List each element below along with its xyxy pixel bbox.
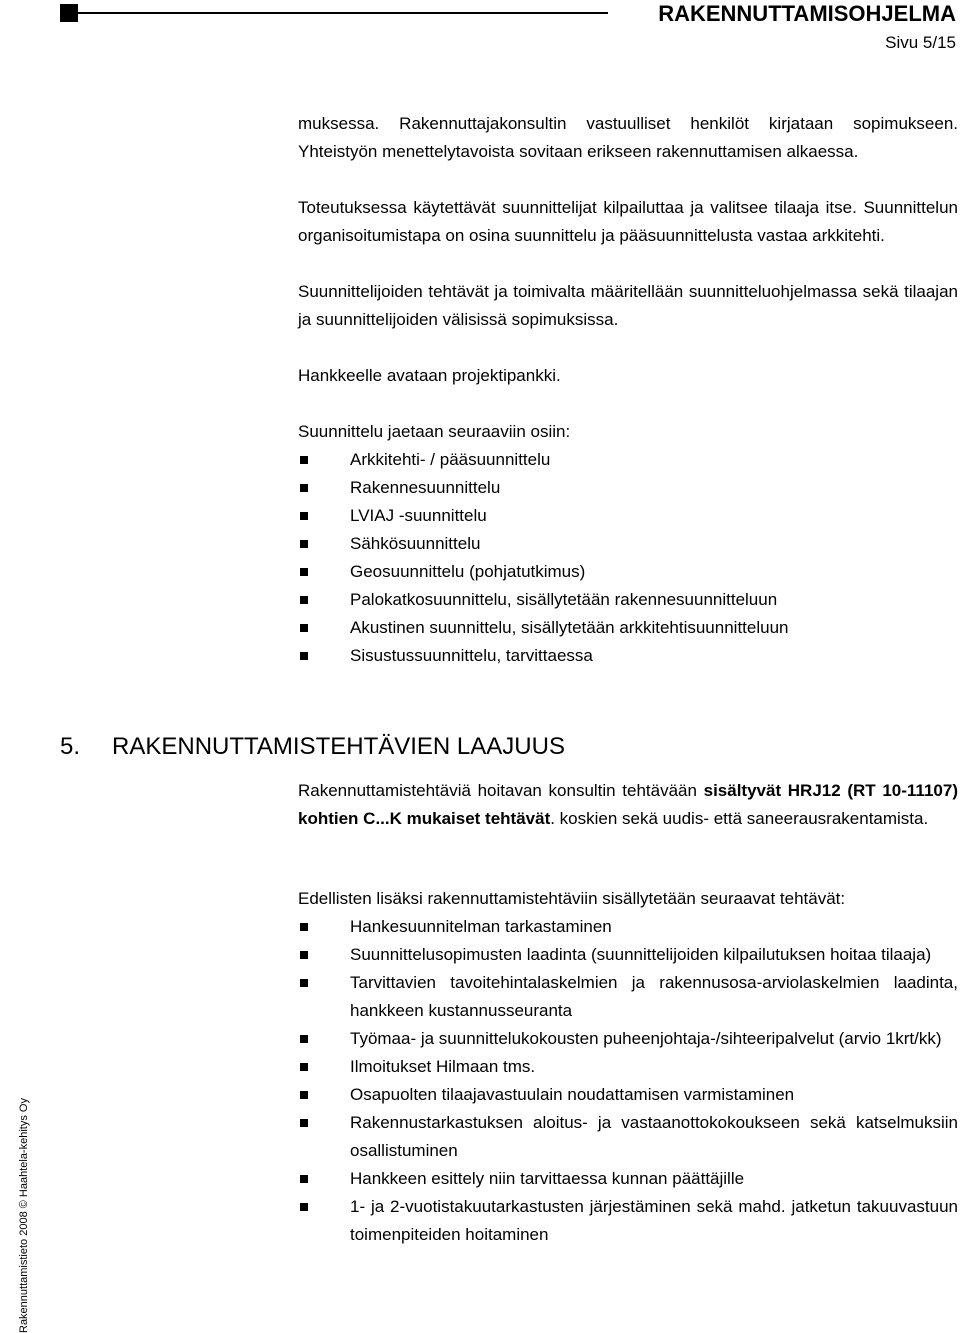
list-item: Hankesuunnitelman tarkastaminen	[298, 913, 958, 941]
square-bullet-icon	[300, 624, 308, 632]
bold-text: sisältyvät HRJ12 (RT 10-11107) kohtien C...K mukaiset tehtävät	[298, 781, 958, 828]
list-item: Geosuunnittelu (pohjatutkimus)	[298, 558, 958, 586]
square-bullet-icon	[300, 652, 308, 660]
square-bullet-icon	[300, 979, 308, 987]
square-bullet-icon	[300, 568, 308, 576]
list-item: Suunnittelusopimusten laadinta (suunnittelijoiden kilpailutuksen hoitaa tilaaja)	[298, 941, 958, 969]
list-item: Hankkeen esittely niin tarvittaessa kunnan päättäjille	[298, 1165, 958, 1193]
body-text	[298, 110, 958, 698]
square-bullet-icon	[300, 923, 308, 931]
paragraph: Rakennuttamistehtäviä hoitavan konsultin tehtävään sisältyvät HRJ12 (RT 10-11107) kohtien C...K mukaiset tehtävät. koskien sekä uudis- että saneerausrakentamista.	[298, 781, 958, 828]
section-body	[298, 777, 958, 1277]
design-parts-list	[298, 446, 958, 670]
square-bullet-icon	[300, 540, 308, 548]
square-bullet-icon	[300, 1091, 308, 1099]
list-item: Arkkitehti- / pääsuunnittelu	[298, 446, 958, 474]
section-heading	[60, 733, 565, 761]
list-intro: Edellisten lisäksi rakennuttamistehtäviin sisällytetään seuraavat tehtävät:	[298, 889, 846, 908]
list-item: Ilmoitukset Hilmaan tms.	[298, 1053, 958, 1081]
paragraph: muksessa. Rakennuttajakonsultin vastuulliset henkilöt kirjataan sopimukseen. Yhteistyön menettelytavoista sovitaan erikseen rakennuttamisen alkaessa.	[298, 114, 958, 161]
square-bullet-icon	[300, 1063, 308, 1071]
list-item: Akustinen suunnittelu, sisällytetään arkkitehtisuunnitteluun	[298, 614, 958, 642]
section-number: 5.	[60, 733, 81, 760]
paragraph: Hankkeelle avataan projektipankki.	[298, 366, 561, 385]
list-item: Sisustussuunnittelu, tarvittaessa	[298, 642, 958, 670]
page-number: Sivu 5/15	[885, 33, 956, 52]
list-item: Sähkösuunnittelu	[298, 530, 958, 558]
list-item: Tarvittavien tavoitehintalaskelmien ja rakennusosa-arviolaskelmien laadinta, hankkeen kustannusseuranta	[298, 969, 958, 1025]
paragraph: Toteutuksessa käytettävät suunnittelijat kilpailuttaa ja valitsee tilaaja itse. Suunnittelun organisoitumistapa on osina suunnittelu ja pääsuunnittelusta vastaa arkkitehti.	[298, 198, 958, 245]
section-title: RAKENNUTTAMISTEHTÄVIEN LAAJUUS	[112, 733, 565, 760]
list-item: Työmaa- ja suunnittelukokousten puheenjohtaja-/sihteeripalvelut (arvio 1krt/kk)	[298, 1025, 958, 1053]
list-intro: Suunnittelu jaetaan seuraaviin osiin:	[298, 422, 571, 441]
header-logo-square	[60, 4, 78, 22]
square-bullet-icon	[300, 951, 308, 959]
square-bullet-icon	[300, 1175, 308, 1183]
paragraph: Suunnittelijoiden tehtävät ja toimivalta määritellään suunnitteluohjelmassa sekä tilaajan ja suunnittelijoiden välisissä sopimuksissa.	[298, 282, 958, 329]
list-item: Rakennustarkastuksen aloitus- ja vastaanottokokoukseen sekä katselmuksiin osallistuminen	[298, 1109, 958, 1165]
list-item: LVIAJ -suunnittelu	[298, 502, 958, 530]
square-bullet-icon	[300, 1119, 308, 1127]
square-bullet-icon	[300, 512, 308, 520]
list-item: 1- ja 2-vuotistakuutarkastusten järjestäminen sekä mahd. jatketun takuuvastuun toimenpiteiden hoitaminen	[298, 1193, 958, 1249]
header-rule	[78, 12, 608, 14]
square-bullet-icon	[300, 596, 308, 604]
square-bullet-icon	[300, 484, 308, 492]
list-item: Rakennesuunnittelu	[298, 474, 958, 502]
list-item: Osapuolten tilaajavastuulain noudattamisen varmistaminen	[298, 1081, 958, 1109]
square-bullet-icon	[300, 1035, 308, 1043]
copyright-sidebar: Rakennuttamistieto 2008 © Haahtela-kehitys Oy	[18, 1098, 30, 1333]
list-item: Palokatkosuunnittelu, sisällytetään rakennesuunnitteluun	[298, 586, 958, 614]
document-title: RAKENNUTTAMISOHJELMA	[658, 1, 956, 26]
square-bullet-icon	[300, 1203, 308, 1211]
square-bullet-icon	[300, 456, 308, 464]
tasks-list	[298, 913, 958, 1249]
